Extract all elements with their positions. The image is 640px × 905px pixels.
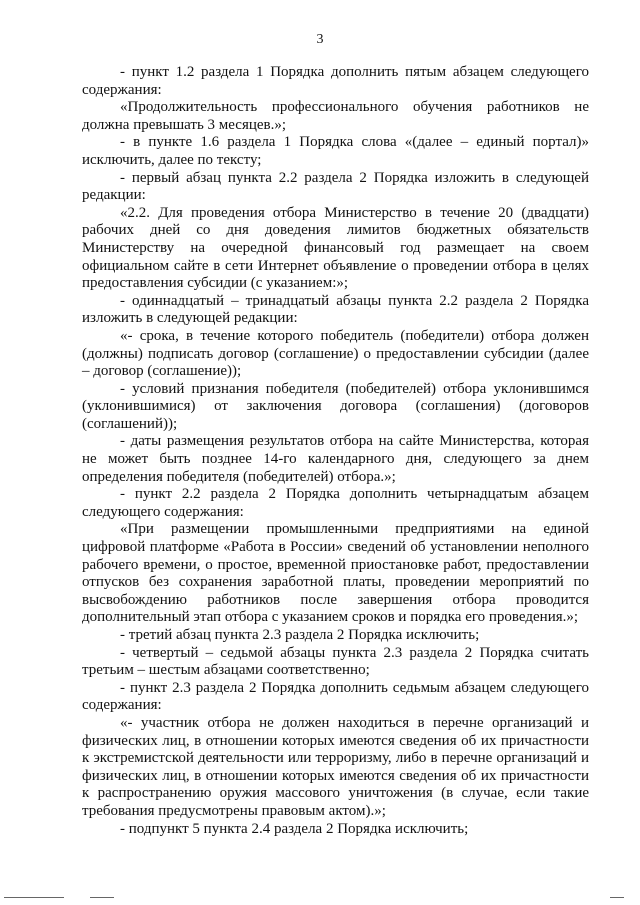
paragraph: - пункт 2.2 раздела 2 Порядка дополнить четырнадцатым абзацем следующего содержания: [82, 486, 589, 520]
paragraph: «- участник отбора не должен находиться в перечне организаций и физических лиц, в отношении которых имеются сведения об их причастности к экстремистской деятельности или терроризму, либо в перечне организаций и физических лиц, в отношении которых имеются сведения об их причастности к распространению оружия массового уничтожения (в случае, если такие требования предусмотрены правовым актом).»; [82, 714, 589, 819]
paragraph: «- срока, в течение которого победитель (победители) отбора должен (должны) подписать договор (соглашение) о предоставлении субсидии (далее – договор (соглашение)); [82, 327, 589, 380]
paragraph: «Продолжительность профессионального обучения работников не должна превышать 3 месяцев.»; [82, 99, 589, 133]
paragraph: - первый абзац пункта 2.2 раздела 2 Порядка изложить в следующей редакции: [82, 169, 589, 204]
paragraph: «2.2. Для проведения отбора Министерство в течение 20 (двадцати) рабочих дней со дня доведения лимитов бюджетных обязательств Министерству на очередной финансовый год размещает на своем официальном сайте в сети Интернет объявление о проведении отбора в целях предоставления субсидии (с указанием:»; [82, 204, 589, 292]
paragraph: - пункт 1.2 раздела 1 Порядка дополнить пятым абзацем следующего содержания: [82, 64, 589, 98]
paragraph: «При размещении промышленными предприятиями на единой цифровой платформе «Работа в России» сведений об установлении неполного рабочего времени, о простое, временной приостановке работ, предоставлении отпусков без сохранения заработной платы, проведении мероприятий по высвобождению работников после завершения отбора проводится дополнительный этап отбора с указанием сроков и порядка его проведения.»; [82, 521, 589, 626]
paragraph: - одиннадцатый – тринадцатый абзацы пункта 2.2 раздела 2 Порядка изложить в следующей редакции: [82, 292, 589, 327]
paragraph: - условий признания победителя (победителей) отбора уклонившимся (уклонившимися) от заключения договора (соглашения) (договоров (соглашений)); [82, 380, 589, 432]
paragraph: - даты размещения результатов отбора на сайте Министерства, которая не может быть позднее 14-го календарного дня, следующего за днем определения победителя (победителей) отбора.»; [82, 433, 589, 485]
paragraph: - третий абзац пункта 2.3 раздела 2 Порядка исключить; [120, 627, 480, 643]
page-number: 3 [316, 32, 324, 47]
document-body [82, 64, 589, 838]
paragraph: - пункт 2.3 раздела 2 Порядка дополнить седьмым абзацем следующего содержания: [82, 679, 589, 714]
paragraph: - в пункте 1.6 раздела 1 Порядка слова «(далее – единый портал)» исключить, далее по тексту; [82, 134, 589, 168]
paragraph: - подпункт 5 пункта 2.4 раздела 2 Порядка исключить; [120, 820, 469, 837]
scan-edge-line [0, 897, 640, 899]
paragraph: - четвертый – седьмой абзацы пункта 2.3 раздела 2 Порядка считать третьим – шестым абзацами соответственно; [82, 644, 589, 679]
